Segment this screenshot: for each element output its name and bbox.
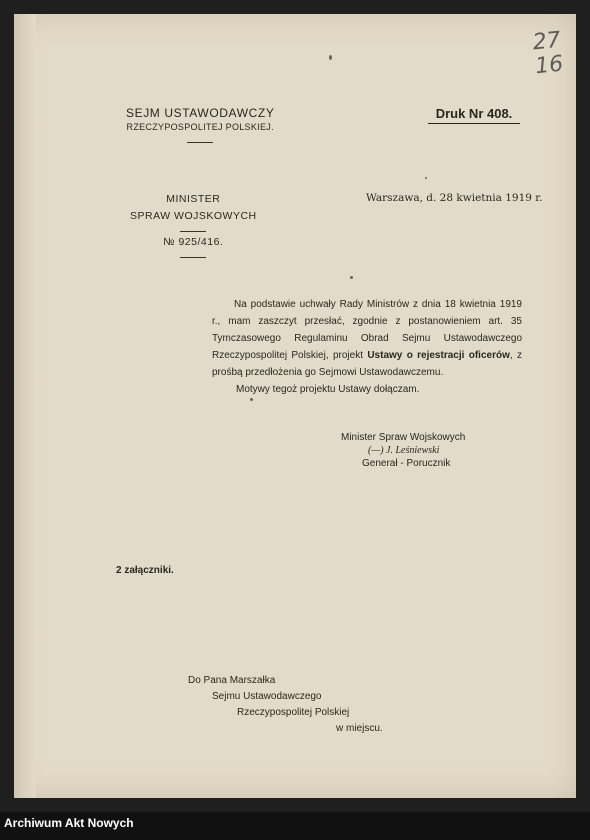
paper-speck: [250, 398, 253, 401]
body-closing-line: Motywy tegoż projektu Ustawy dołączam.: [236, 384, 420, 395]
sender-line-1: MINISTER: [166, 193, 221, 205]
institution-line-1: SEJM USTAWODAWCZY: [126, 106, 275, 120]
address-line-2: Sejmu Ustawodawczego: [212, 691, 322, 702]
folio-number-1: 27: [531, 27, 562, 56]
body-text-part-1: Na podstawie uchwały Rady Ministrów z dnia 18 kwietnia 1919 r., mam zaszczyt przesłać, zgodnie z postanowieniem art. 35 Tymczasowego Regulaminu Obrad Sejmu Ustawodawczego Rzeczypospolitej Polskiej, projekt: [212, 299, 522, 361]
archive-footer-label: Archiwum Akt Nowych: [4, 816, 134, 830]
signature-name: (—) J. Leśniewski: [368, 445, 440, 456]
signature-title: Minister Spraw Wojskowych: [341, 432, 466, 443]
signature-rank: Generał - Porucznik: [362, 458, 451, 469]
sender-line-2: SPRAW WOJSKOWYCH: [130, 210, 257, 222]
paper-speck: [329, 55, 332, 60]
handwritten-folio-numbers: [532, 29, 565, 80]
paper-speck: [425, 177, 427, 179]
document-page: [14, 14, 576, 798]
body-text-part-2: , z prośbą przedłożenia go Sejmowi Ustawodawczemu.: [212, 350, 522, 378]
sender-block: [130, 191, 257, 258]
header-divider: [187, 142, 213, 143]
address-line-1: Do Pana Marszałka: [188, 675, 276, 686]
address-line-3: Rzeczypospolitej Polskiej: [237, 707, 350, 718]
sender-divider: [180, 231, 206, 232]
letter-body: [212, 296, 522, 398]
attachments-note: 2 załączniki.: [116, 565, 174, 576]
page-left-edge: [14, 14, 36, 798]
print-number: Druk Nr 408.: [428, 106, 520, 124]
address-line-4: w miejscu.: [336, 723, 383, 734]
institution-line-2: RZECZYPOSPOLITEJ POLSKIEJ.: [126, 122, 274, 132]
folio-number-2: 16: [533, 51, 565, 80]
body-paragraph: [212, 296, 522, 381]
reference-divider: [180, 257, 206, 258]
institution-header: [126, 106, 274, 143]
signature-block: [341, 431, 465, 470]
place-date: Warszawa, d. 28 kwietnia 1919 r.: [366, 192, 543, 204]
paper-speck: [350, 276, 353, 279]
sender-reference: № 925/416.: [163, 236, 224, 248]
bill-title: Ustawy o rejestracji oficerów: [367, 350, 510, 361]
